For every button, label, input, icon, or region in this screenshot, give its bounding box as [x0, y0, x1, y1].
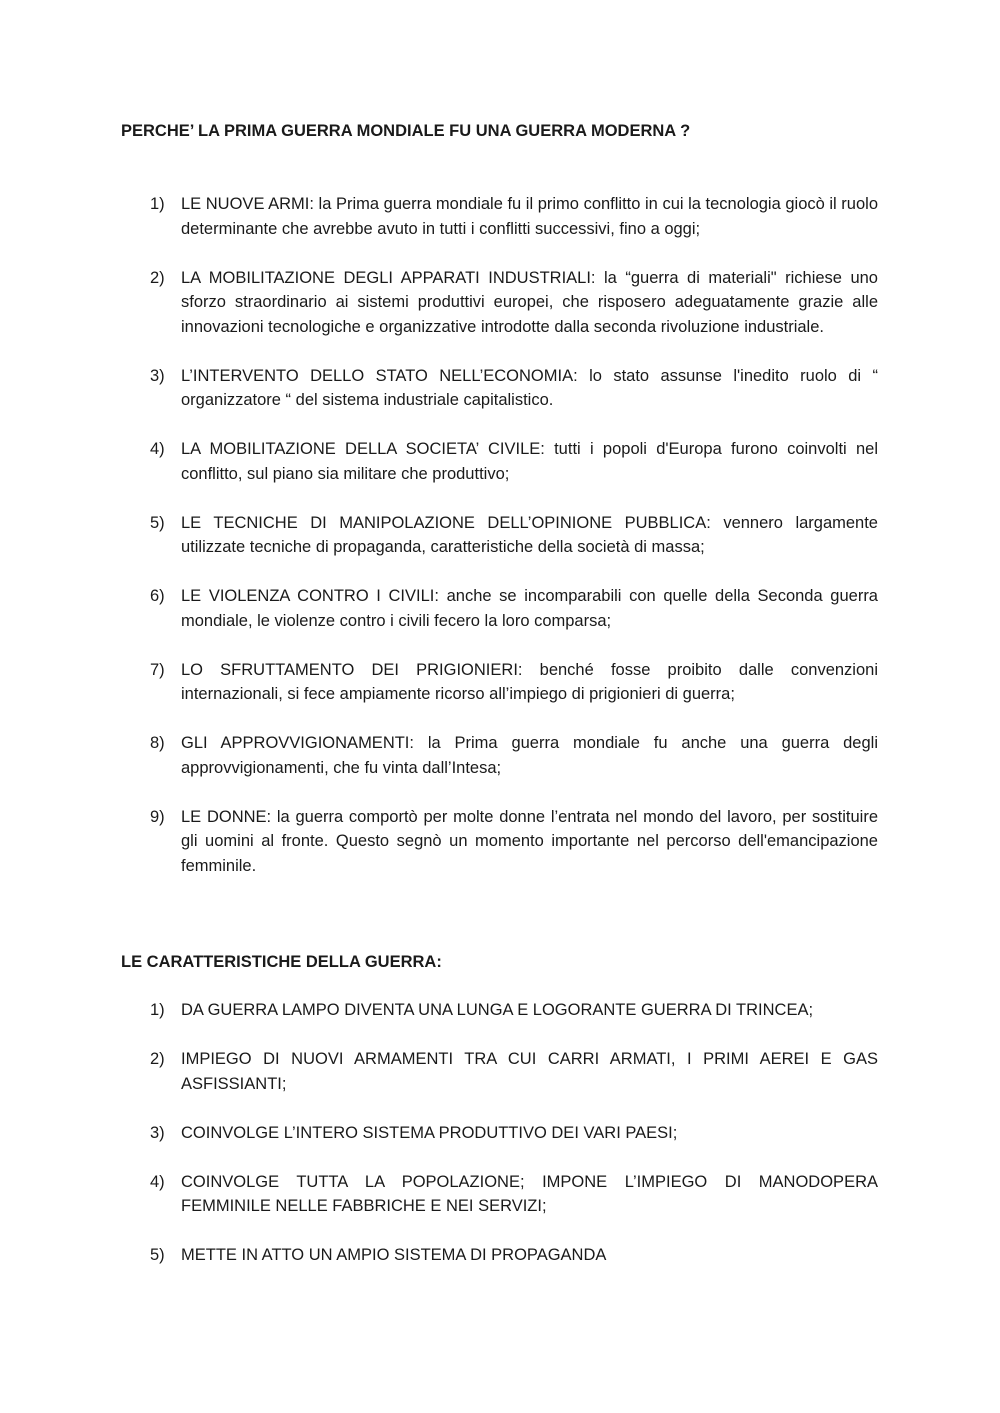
item-text: LA MOBILITAZIONE DELLA SOCIETA’ CIVILE: tutti i popoli d'Europa furono coinvolti nel conflitto, sul piano sia militare che produttivo;: [181, 440, 878, 483]
section-heading-war-characteristics: LE CARATTERISTICHE DELLA GUERRA:: [121, 953, 442, 971]
item-number: 1): [150, 195, 165, 213]
item-number: 6): [150, 587, 165, 605]
war-characteristics-list: [150, 998, 878, 1292]
list-item: [150, 731, 878, 780]
item-number: 5): [150, 513, 165, 532]
item-number: 4): [150, 440, 165, 458]
item-text: LO SFRUTTAMENTO DEI PRIGIONIERI: benché fosse proibito dalle convenzioni internazionali, si fece ampiamente ricorso all’impiego di prigionieri di guerra;: [181, 660, 878, 703]
item-text: LA MOBILITAZIONE DEGLI APPARATI INDUSTRIALI: la “guerra di materiali" richiese uno sforzo straordinario ai sistemi produttivi europei, che risposero adeguatamente grazie alle innovazioni tecnologiche e organizzative introdotte dalla seconda rivoluzione industriale.: [181, 268, 878, 336]
item-text: LE DONNE: la guerra comportò per molte donne l’entrata nel mondo del lavoro, per sostituire gli uomini al fronte. Questo segnò un momento importante nel percorso dell'emancipazione femminile.: [181, 807, 878, 875]
section-heading-modern-war: PERCHE’ LA PRIMA GUERRA MONDIALE FU UNA GUERRA MODERNA ?: [121, 122, 691, 140]
list-item: [150, 1243, 878, 1268]
item-number: 9): [150, 807, 165, 826]
item-text: COINVOLGE L’INTERO SISTEMA PRODUTTIVO DEI VARI PAESI;: [181, 1123, 678, 1142]
list-item: [150, 1047, 878, 1096]
item-text: GLI APPROVVIGIONAMENTI: la Prima guerra mondiale fu anche una guerra degli approvvigionamenti, che fu vinta dall’Intesa;: [181, 734, 878, 777]
list-item: [150, 364, 878, 413]
item-number: 3): [150, 366, 165, 385]
list-item: [150, 266, 878, 340]
list-item: [150, 658, 878, 707]
item-number: 3): [150, 1123, 165, 1142]
item-text: LE NUOVE ARMI: la Prima guerra mondiale fu il primo conflitto in cui la tecnologia giocò il ruolo determinante che avrebbe avuto in tutti i conflitti successivi, fino a oggi;: [181, 195, 878, 238]
list-item: [150, 437, 878, 486]
item-text: IMPIEGO DI NUOVI ARMAMENTI TRA CUI CARRI ARMATI, I PRIMI AEREI E GAS ASFISSIANTI;: [181, 1050, 878, 1093]
item-number: 4): [150, 1172, 165, 1191]
item-number: 2): [150, 1050, 165, 1068]
list-item: [150, 805, 878, 879]
list-item: [150, 1121, 878, 1146]
item-number: 5): [150, 1246, 165, 1264]
item-text: DA GUERRA LAMPO DIVENTA UNA LUNGA E LOGORANTE GUERRA DI TRINCEA;: [181, 1001, 814, 1019]
item-text: METTE IN ATTO UN AMPIO SISTEMA DI PROPAGANDA: [181, 1246, 607, 1264]
list-item: [150, 192, 878, 241]
item-number: 2): [150, 268, 165, 287]
item-number: 8): [150, 734, 165, 752]
list-item: [150, 511, 878, 560]
item-number: 1): [150, 1001, 165, 1019]
item-text: L’INTERVENTO DELLO STATO NELL’ECONOMIA: lo stato assunse l'inedito ruolo di “ organizzatore “ del sistema industriale capitalistico.: [181, 366, 878, 409]
list-item: [150, 1170, 878, 1219]
item-text: LE VIOLENZA CONTRO I CIVILI: anche se incomparabili con quelle della Seconda guerra mondiale, le violenze contro i civili fecero la loro comparsa;: [181, 587, 878, 630]
list-item: [150, 998, 878, 1023]
modern-war-reasons-list: [150, 192, 878, 903]
item-text: COINVOLGE TUTTA LA POPOLAZIONE; IMPONE L’IMPIEGO DI MANODOPERA FEMMINILE NELLE FABBRICHE E NEI SERVIZI;: [181, 1172, 878, 1215]
list-item: [150, 584, 878, 633]
item-number: 7): [150, 660, 165, 679]
item-text: LE TECNICHE DI MANIPOLAZIONE DELL’OPINIONE PUBBLICA: vennero largamente utilizzate tecniche di propaganda, caratteristiche della società di massa;: [181, 513, 878, 556]
